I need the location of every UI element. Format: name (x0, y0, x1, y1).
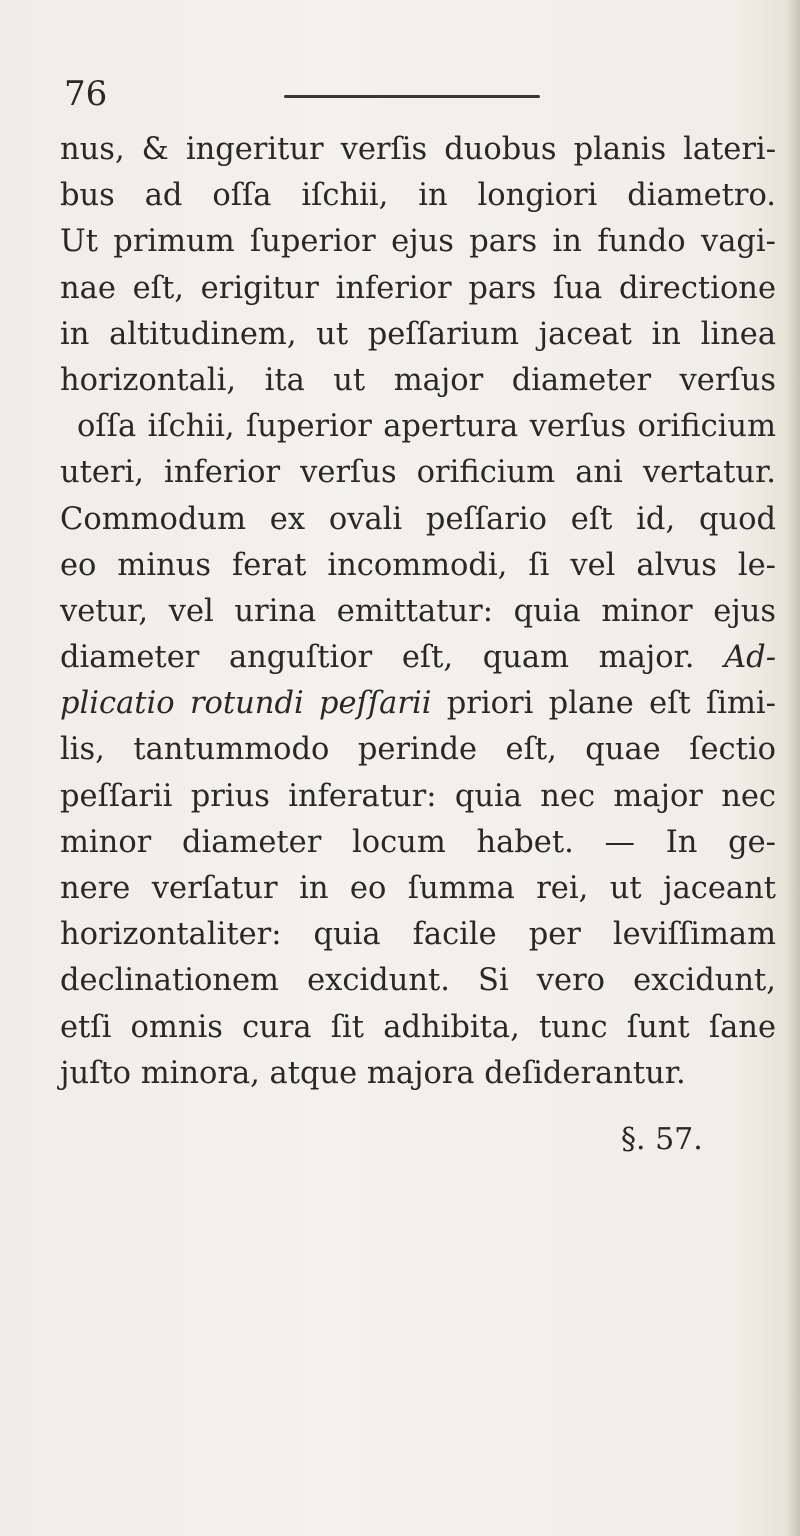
text-line-1: nus, & ingeritur verſis duobus planis lateri- (60, 132, 776, 167)
text-line-14: lis, tantummodo perinde eſt, quae ſectio (60, 732, 776, 768)
text-line-15: peſſarii prius inferatur: quia nec major nec (60, 778, 776, 814)
text-line-12 (60, 635, 776, 681)
page-number: 76 (64, 74, 108, 114)
text-line-21: juſto minora, atque majora deſiderantur. (60, 1055, 686, 1091)
header-rule (284, 95, 540, 98)
text-line-19: declinationem excidunt. Si vero excidunt, (60, 963, 776, 999)
text-line-18: horizontaliter: quia facile per leviſſimam (60, 917, 776, 953)
text-line-7: oſſa iſchii, ſuperior apertura verſus orificium (77, 409, 776, 445)
text-line-4: nae eſt, erigitur inferior pars ſua directione (60, 270, 776, 306)
text-line-3: Ut primum ſuperior ejus pars in fundo vagi- (60, 224, 776, 260)
page-edge-shadow (786, 0, 800, 1536)
text-line-17: nere verſatur in eo ſumma rei, ut jaceant (60, 871, 776, 906)
text-line-16: minor diameter locum habet. — In ge- (60, 824, 776, 860)
text-line-12-roman: diameter anguſtior eſt, quam major. (60, 640, 725, 676)
text-line-8: uteri, inferior verſus orificium ani vertatur. (60, 455, 776, 491)
text-line-2: bus ad oſſa iſchii, in longiori diametro. (60, 178, 776, 214)
text-line-10: eo minus ferat incommodi, ſi vel alvus le- (60, 547, 776, 583)
body-text (60, 127, 776, 1097)
text-line-13-italic: plicatio rotundi peſſarii (60, 686, 432, 722)
text-line-13 (60, 681, 776, 727)
text-line-6: horizontali, ita ut major diameter verſus (60, 362, 776, 398)
text-line-12-italic: Ad- (724, 640, 776, 676)
text-line-11: vetur, vel urina emittatur: quia minor ejus (60, 593, 776, 629)
text-line-20: etſi omnis cura ſit adhibita, tunc ſunt ſane (60, 1009, 776, 1045)
text-line-9: Commodum ex ovali peſſario eſt id, quod (60, 501, 776, 537)
text-line-13-roman: priori plane eſt ſimi- (431, 686, 776, 722)
text-line-5: in altitudinem, ut peſſarium jaceat in linea (60, 316, 776, 352)
catchword: §. 57. (621, 1122, 703, 1157)
